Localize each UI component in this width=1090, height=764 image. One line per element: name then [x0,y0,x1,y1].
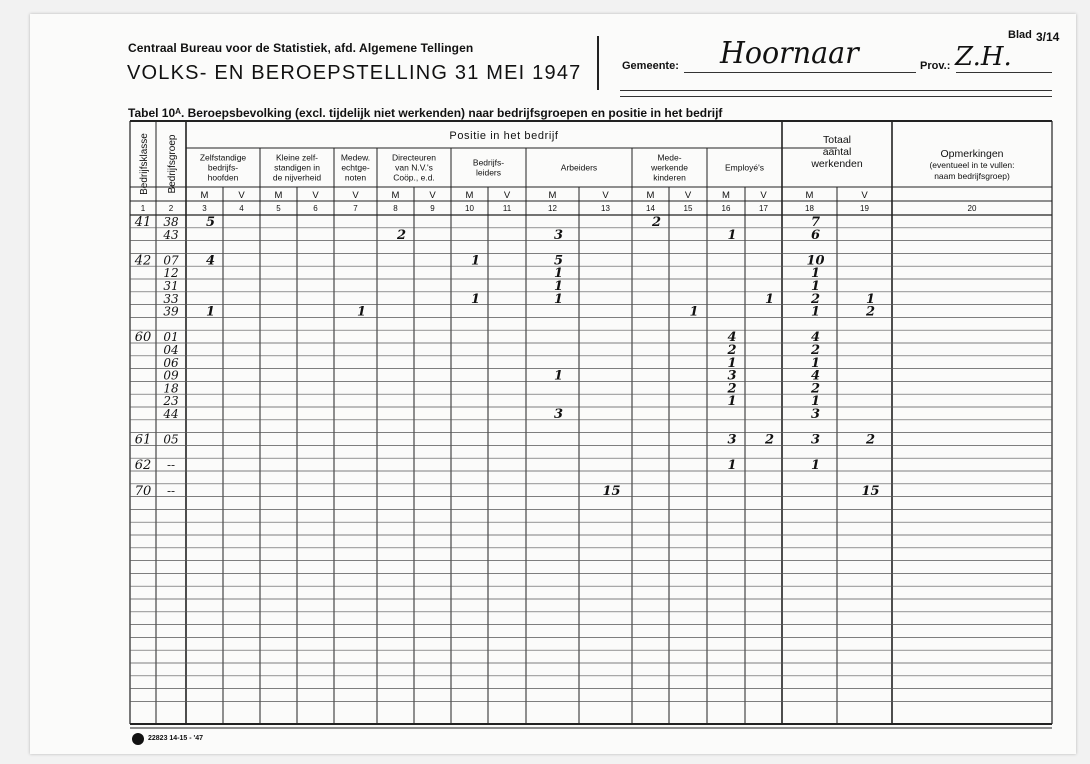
positie-header: Positie in het bedrijf [449,130,559,142]
sub-label: V [503,190,511,201]
group-header-7: werkende [651,162,688,173]
group-header-1: Zelfstandige [199,152,247,163]
cell-value: 4 [727,330,737,346]
cell-value: 3 [553,407,564,422]
cell-value: 1 [727,227,737,243]
group-header-2: Kleine zelf- [275,152,319,163]
sub-label: M [805,190,814,201]
bedrijfsgroep-value: 33 [163,291,179,306]
column-number: 9 [430,204,435,213]
bedrijfsklasse-value: 61 [134,432,152,448]
cell-value: 4 [810,368,821,384]
bedrijfsklasse-value: 70 [134,483,152,499]
sub-label: M [274,190,283,201]
printer-logo-icon [132,733,144,745]
opmerkingen-header: (eventueel in te vullen: [929,160,1015,170]
cell-value: 1 [810,458,821,474]
bedrijfsklasse-header: Bedrijfsklasse [139,133,150,195]
cell-value: 1 [764,291,775,307]
group-header-3: echtge- [341,162,370,173]
column-number: 16 [721,204,731,213]
group-header-2: standigen in [274,162,320,173]
cell-value: 1 [810,266,821,282]
province-handwritten-value: Z.H. [955,42,1012,72]
group-header-4: van N.V.'s [395,162,433,173]
column-number: 18 [805,204,814,213]
group-header-3: noten [344,172,367,183]
cell-value: 1 [865,291,876,307]
cell-value: 2 [810,381,821,397]
bedrijfsklasse-value: 42 [134,253,152,269]
gemeente-handwritten-value: Hoornaar [720,36,859,71]
cell-value: 2 [764,432,775,448]
bedrijfsgroep-value: 23 [163,394,179,409]
bedrijfsgroep-value: 09 [163,368,179,383]
sub-label: V [602,190,609,201]
cell-value: 2 [810,343,821,358]
sub-label: M [722,190,730,201]
cell-value: 1 [727,458,737,474]
group-header-8: Employé's [725,162,764,173]
sub-label: V [760,190,767,201]
cell-value: 3 [727,432,737,448]
cell-value: 3 [553,227,564,243]
column-number: 1 [140,204,146,213]
sub-label: M [465,190,474,201]
cell-value: 4 [205,253,216,269]
sub-label: V [861,190,868,201]
cell-value: 5 [205,215,216,230]
column-number: 7 [353,204,358,213]
totaal-header: aantal [822,146,852,158]
bedrijfsgroep-value: 07 [163,253,179,268]
opmerkingen-header: Opmerkingen [940,148,1004,160]
cell-value: 10 [806,253,825,269]
sub-label: V [238,190,245,201]
print-code: 22823 14-15 - '47 [148,735,203,742]
group-header-4: Coöp., e.d. [393,172,435,183]
cell-value: 1 [689,304,699,320]
bedrijfsgroep-value: 04 [163,343,179,357]
cell-value: 1 [553,279,564,294]
cell-value: 1 [470,253,481,269]
column-number: 13 [601,204,610,213]
group-header-5: leiders [475,167,502,178]
cell-value: 1 [727,394,737,410]
column-number: 10 [465,204,474,213]
sub-label: M [646,190,655,201]
bedrijfsgroep-header: Bedrijfsgroep [167,134,178,194]
bedrijfsgroep-value: 01 [163,330,179,345]
cell-value: 1 [727,355,737,371]
cell-value: 7 [810,215,821,230]
column-number: 3 [202,204,207,213]
bedrijfsklasse-value: 60 [134,330,152,346]
column-number: 8 [393,204,398,213]
cell-value: 2 [865,432,876,448]
group-header-1: hoofden [207,172,239,183]
bedrijfsgroep-value: 38 [163,215,179,229]
gemeente-label: Gemeente: [622,60,679,72]
bedrijfsgroep-value: -- [166,458,176,473]
cell-value: 5 [553,253,564,269]
form-title: VOLKS- EN BEROEPSTELLING 31 MEI 1947 [127,62,582,84]
column-number: 2 [168,204,174,213]
group-header-7: kinderen [653,172,686,183]
bedrijfsgroep-value: 05 [163,432,179,447]
cell-value: 1 [205,304,216,320]
opmerkingen-header: naam bedrijfsgroep) [934,171,1010,181]
cell-value: 1 [810,355,821,371]
bedrijfsgroep-value: 44 [163,407,179,421]
cell-value: 3 [727,368,737,384]
column-number: 12 [548,204,557,213]
cell-value: 6 [810,227,821,243]
cell-value: 15 [602,483,621,499]
cell-value: 2 [727,381,737,397]
totaal-header: Totaal [822,134,852,146]
group-header-2: de nijverheid [272,172,322,183]
cell-value: 1 [553,368,564,384]
bedrijfsklasse-value: 41 [134,215,152,230]
cell-value: 1 [470,291,481,307]
bedrijfsgroep-value: 12 [163,266,179,281]
cell-value: 1 [810,394,821,410]
cell-value: 1 [810,279,821,294]
province-label: Prov.: [920,60,951,72]
cell-value: 2 [810,291,821,307]
cell-value: 3 [810,407,821,422]
column-number: 4 [239,204,244,213]
group-header-6: Arbeiders [560,162,598,173]
group-header-4: Directeuren [392,152,436,163]
column-number: 19 [860,204,869,213]
cell-value: 2 [865,304,876,320]
column-number: 14 [646,204,655,213]
bedrijfsgroep-value: 39 [163,304,179,319]
sub-label: V [352,190,359,201]
cell-value: 2 [727,343,737,358]
sub-label: V [429,190,436,201]
blad-label: Blad [1008,29,1032,41]
column-number: 20 [967,204,977,213]
cell-value: 2 [651,215,662,230]
bedrijfsklasse-value: 62 [134,458,152,474]
organization-line: Centraal Bureau voor de Statistiek, afd. Algemene Tellingen [128,41,474,55]
bedrijfsgroep-value: 31 [163,279,179,293]
table-caption: Tabel 10ᴬ. Beroepsbevolking (excl. tijdelijk niet werkenden) naar bedrijfsgroepen en positie in het bedrijf [128,106,723,120]
cell-value: 1 [810,304,821,320]
cell-value: 1 [553,266,564,282]
sub-label: M [391,190,400,201]
group-header-3: Medew. [340,152,371,163]
column-number: 17 [759,204,768,213]
column-number: 5 [276,204,281,213]
cell-value: 4 [810,330,821,346]
sub-label: M [548,190,557,201]
column-number: 15 [683,204,693,213]
blad-number: 3/14 [1036,30,1060,44]
group-header-7: Mede- [657,152,682,163]
group-header-1: bedrijfs- [207,162,239,173]
cell-value: 1 [553,291,564,307]
bedrijfsgroep-value: 06 [163,355,179,370]
group-header-5: Bedrijfs- [472,157,505,168]
bedrijfsgroep-value: 18 [163,381,179,396]
bedrijfsgroep-value: 43 [163,227,179,242]
sub-label: V [684,190,692,201]
cell-value: 15 [861,483,880,499]
sub-label: M [200,190,209,201]
cell-value: 1 [356,304,367,320]
cell-value: 3 [810,432,821,448]
sub-label: V [312,190,319,201]
cell-value: 2 [396,227,407,243]
column-number: 6 [313,204,318,213]
bedrijfsgroep-value: -- [166,483,176,498]
totaal-header: werkenden [811,158,863,170]
column-number: 11 [502,204,512,213]
